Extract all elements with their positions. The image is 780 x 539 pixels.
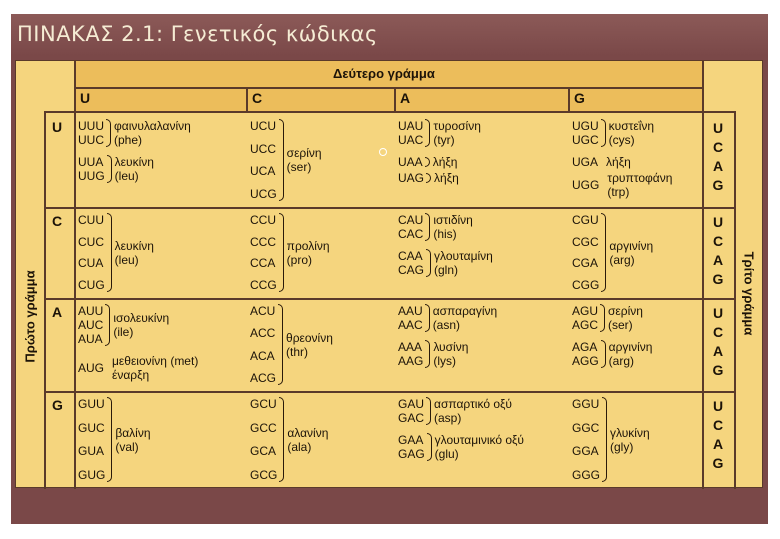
amino-acid — [115, 426, 150, 454]
brace — [107, 213, 112, 292]
codon-group — [78, 155, 154, 183]
codon-group — [572, 213, 653, 292]
amino-acid-name: (thr) — [286, 344, 309, 359]
amino-acid-name: (ser) — [608, 318, 633, 332]
codon-group — [398, 397, 512, 425]
amino-acid-name: (tyr) — [433, 133, 455, 147]
brace — [105, 304, 110, 346]
amino-acid-name: τυροσίνη — [433, 119, 481, 133]
codon-cell — [572, 304, 700, 387]
codon: GAC — [398, 411, 425, 425]
codon-list — [250, 119, 277, 201]
codon: GGC — [572, 420, 600, 435]
codon: CAG — [398, 263, 425, 277]
codon: CGA — [572, 256, 599, 271]
codon: UUG — [78, 169, 105, 183]
amino-acid — [115, 239, 154, 267]
codon-cell — [78, 397, 244, 484]
codon: CGG — [572, 277, 600, 292]
codon: UUA — [78, 155, 104, 169]
amino-acid-name: λευκίνη — [114, 238, 154, 253]
codon: UCU — [250, 119, 276, 133]
codon-cell — [78, 213, 244, 294]
codon: ACC — [250, 326, 276, 341]
amino-acid-name: γλουταμίνη — [434, 249, 493, 263]
codon-group — [78, 304, 169, 346]
codon: AUU — [78, 304, 104, 318]
third-letter-divider-left — [702, 61, 704, 489]
second-letter-label: Δεύτερο γράμμα — [333, 66, 435, 81]
codon-group — [250, 397, 328, 482]
codon: UCA — [250, 164, 276, 179]
codon: CCU — [250, 213, 276, 227]
amino-acid-name: (asn) — [432, 318, 461, 332]
codon-cell — [572, 213, 700, 294]
amino-acid-name: (ala) — [287, 439, 312, 454]
amino-acid-name: αλανίνη — [287, 425, 329, 440]
table-title: ΠΙΝΑΚΑΣ 2.1: Γενετικός κώδικας — [17, 22, 378, 46]
row-divider — [44, 298, 734, 300]
codon-list — [398, 249, 424, 277]
brace — [426, 397, 431, 425]
third-letter-column — [710, 119, 726, 195]
amino-acid — [114, 119, 191, 147]
codon-group — [398, 249, 493, 277]
codon: AGC — [572, 318, 599, 332]
codon: GUC — [78, 420, 105, 435]
row-letter-g: G — [52, 397, 63, 413]
brace — [279, 213, 284, 292]
amino-acid — [607, 171, 672, 199]
amino-acid — [287, 239, 330, 267]
codon: GUA — [78, 444, 105, 459]
codon: GAU — [398, 397, 425, 411]
amino-acid-name: (asp) — [434, 411, 462, 425]
amino-acid-name: γλουταμινικό οξύ — [434, 433, 524, 447]
codon-group — [78, 119, 191, 147]
amino-acid — [606, 155, 631, 169]
codon: AAU — [398, 304, 423, 318]
row-letter-a: A — [52, 304, 63, 320]
amino-acid — [112, 354, 198, 382]
brace — [602, 397, 607, 482]
amino-acid-name: (ser) — [286, 160, 312, 174]
codon-list — [572, 119, 599, 147]
amino-acid — [609, 239, 653, 267]
amino-acid-name: λήξη — [434, 171, 459, 185]
codon: CCG — [250, 277, 277, 292]
codon: GGG — [572, 467, 601, 482]
codon-group — [572, 119, 654, 147]
codon-group — [572, 397, 650, 482]
third-letter-u: U — [712, 214, 724, 230]
codon-cell — [250, 119, 392, 203]
row-divider — [44, 391, 734, 393]
amino-acid-name: μεθειονίνη (met) — [112, 354, 199, 368]
codon: GAA — [398, 433, 424, 447]
amino-acid — [433, 340, 468, 368]
codon-list — [398, 397, 424, 425]
amino-acid-name: κυστεΐνη — [608, 119, 655, 133]
codon: ACA — [250, 348, 275, 363]
codon-list — [398, 213, 423, 241]
row-divider — [44, 207, 734, 209]
brace — [278, 304, 283, 385]
third-letter-a: A — [712, 158, 724, 174]
codon: UAG — [398, 171, 425, 185]
codon: GGA — [572, 444, 599, 459]
first-letter-label: Πρώτο γράμμα — [22, 270, 38, 363]
codon: CAU — [398, 213, 424, 227]
amino-acid-name: αργινίνη — [608, 340, 653, 354]
codon: AGG — [572, 354, 599, 368]
codon-list — [572, 213, 599, 292]
amino-acid-name: ισολευκίνη — [113, 311, 170, 325]
codon-cell — [572, 119, 700, 203]
amino-acid-name: (val) — [115, 439, 139, 454]
codon: GGU — [572, 397, 600, 411]
third-letter-c: C — [712, 324, 724, 340]
amino-acid-name: θρεονίνη — [286, 330, 333, 345]
amino-acid — [287, 426, 328, 454]
codon: GCG — [250, 467, 278, 482]
brace — [425, 119, 430, 147]
row-letter-c: C — [52, 213, 63, 229]
codon-list — [572, 178, 599, 192]
first-letter-divider — [44, 111, 46, 489]
codon: UUC — [78, 133, 104, 147]
codon-list — [398, 171, 424, 185]
codon-group — [398, 304, 497, 332]
amino-acid-name: (his) — [433, 227, 457, 241]
third-letter-column — [710, 213, 726, 289]
third-letter-g: G — [712, 177, 724, 193]
codon-list — [398, 340, 423, 368]
third-letter-g: G — [712, 271, 724, 287]
third-letter-u: U — [712, 398, 724, 414]
amino-acid-name: (glu) — [434, 447, 459, 461]
codon-group — [572, 155, 631, 169]
amino-acid-name: (ile) — [113, 325, 134, 339]
codon: UCG — [250, 186, 277, 201]
third-letter-g: G — [712, 362, 724, 378]
codon-list — [572, 155, 598, 169]
third-letter-g: G — [712, 455, 724, 471]
amino-acid-name: λυσίνη — [433, 340, 469, 354]
codon: UUU — [78, 119, 104, 133]
column-header-a: A — [400, 90, 411, 106]
codon-cell — [398, 397, 566, 484]
brace — [279, 397, 284, 482]
codon-cell — [398, 213, 566, 294]
amino-acid-name: έναρξη — [112, 368, 150, 382]
header-divider — [74, 87, 702, 89]
third-letter-divider-right — [734, 111, 736, 489]
codon: UGA — [572, 155, 599, 169]
codon-list — [250, 397, 277, 482]
amino-acid-name: (pro) — [286, 252, 313, 267]
amino-acid-name: τρυπτοφάνη — [607, 171, 673, 185]
codon-list — [250, 213, 277, 292]
codon-cell — [398, 119, 566, 203]
codon: AAA — [398, 340, 423, 354]
amino-acid — [609, 340, 653, 368]
codon: CAC — [398, 227, 424, 241]
codon: UAU — [398, 119, 424, 133]
row-letter-divider — [74, 61, 76, 489]
codon: UGC — [572, 133, 599, 147]
codon: ACU — [250, 304, 276, 318]
codon: GCC — [250, 420, 277, 435]
codon-list — [398, 304, 423, 332]
brace — [107, 155, 112, 183]
amino-acid-name: αργινίνη — [609, 238, 654, 253]
brace — [426, 173, 431, 183]
codon: UAA — [398, 155, 423, 169]
brace — [425, 157, 430, 167]
amino-acid — [434, 397, 512, 425]
codon-group — [78, 397, 151, 482]
brace — [426, 249, 431, 277]
amino-acid — [113, 311, 169, 339]
codon: GAG — [398, 447, 425, 461]
brace — [425, 213, 430, 241]
brace — [107, 397, 112, 482]
third-letter-c: C — [712, 139, 724, 155]
amino-acid — [286, 331, 333, 359]
codon-group — [398, 340, 468, 368]
codon-list — [78, 155, 105, 183]
header-bottom-rule — [44, 111, 734, 113]
column-header-g: G — [574, 90, 585, 106]
codon-cell — [78, 304, 244, 387]
amino-acid — [609, 119, 654, 147]
column-header-band — [74, 87, 702, 111]
column-divider — [568, 87, 570, 111]
third-letter-label: Τρίτο γράμμα — [741, 251, 757, 336]
codon-list — [250, 304, 276, 385]
codon-group — [78, 354, 198, 382]
third-letter-c: C — [712, 233, 724, 249]
codon: AGU — [572, 304, 599, 318]
amino-acid-name: (leu) — [114, 169, 139, 183]
codon-group — [398, 171, 459, 185]
codon: AUG — [78, 361, 105, 375]
third-letter-a: A — [712, 436, 724, 452]
row-letter-u: U — [52, 119, 63, 135]
third-letter-u: U — [712, 305, 724, 321]
brace — [279, 119, 284, 201]
codon: UAC — [398, 133, 424, 147]
codon-cell — [250, 304, 392, 387]
codon: CUC — [78, 234, 104, 249]
amino-acid-name: σερίνη — [286, 146, 322, 160]
cursor-marker — [379, 148, 387, 156]
third-letter-a: A — [712, 343, 724, 359]
codon: CUA — [78, 256, 104, 271]
amino-acid-name: γλυκίνη — [610, 425, 650, 440]
third-letter-column — [710, 304, 726, 380]
codon-cell — [398, 304, 566, 387]
brace — [425, 340, 430, 368]
codon-list — [398, 155, 423, 169]
amino-acid-name: (arg) — [609, 252, 635, 267]
codon: CGU — [572, 213, 599, 227]
codon: CUG — [78, 277, 105, 292]
codon-group — [398, 119, 481, 147]
codon: AGA — [572, 340, 598, 354]
amino-acid-name: λήξη — [432, 155, 458, 169]
amino-acid-name: ιστιδίνη — [433, 213, 473, 227]
codon-group — [572, 340, 652, 368]
codon-group — [250, 119, 322, 201]
codon: AAC — [398, 318, 423, 332]
codon: AUA — [78, 332, 103, 346]
amino-acid — [434, 171, 459, 185]
codon-group — [398, 213, 473, 241]
codon-list — [572, 340, 599, 368]
codon-list — [78, 213, 105, 292]
amino-acid-name: (cys) — [608, 133, 635, 147]
codon: AAG — [398, 354, 424, 368]
amino-acid — [433, 304, 498, 332]
third-letter-column — [710, 397, 726, 473]
codon-list — [78, 119, 104, 147]
brace — [601, 119, 606, 147]
amino-acid-name: φαινυλαλανίνη — [114, 119, 191, 133]
codon-cell — [250, 213, 392, 294]
codon-list — [572, 397, 600, 482]
amino-acid — [433, 155, 458, 169]
table-frame — [11, 14, 768, 524]
codon: CUU — [78, 213, 104, 227]
codon: UGU — [572, 119, 599, 133]
amino-acid-name: λευκίνη — [114, 155, 154, 169]
codon: GCA — [250, 444, 277, 459]
brace — [425, 304, 430, 332]
amino-acid-name: ασπαραγίνη — [432, 304, 498, 318]
column-header-c: C — [252, 90, 263, 106]
amino-acid-name: (leu) — [114, 252, 139, 267]
amino-acid-name: (lys) — [433, 354, 457, 368]
codon-group — [78, 213, 154, 292]
column-header-u: U — [80, 90, 91, 106]
brace — [600, 304, 605, 332]
genetic-code-table — [15, 60, 763, 488]
codon-list — [78, 304, 103, 346]
codon-list — [78, 361, 104, 375]
amino-acid — [433, 213, 473, 241]
amino-acid-name: (arg) — [608, 354, 635, 368]
codon-group — [398, 155, 457, 169]
codon-group — [572, 171, 672, 199]
amino-acid — [115, 155, 154, 183]
amino-acid-name: ασπαρτικό οξύ — [434, 397, 512, 411]
codon-group — [572, 304, 643, 332]
codon: GCU — [250, 397, 277, 411]
brace — [106, 119, 111, 147]
codon: GUU — [78, 397, 105, 411]
amino-acid — [610, 426, 650, 454]
third-letter-a: A — [712, 252, 724, 268]
codon: UCC — [250, 141, 276, 156]
codon-group — [398, 433, 524, 461]
codon-cell — [78, 119, 244, 203]
codon: ACG — [250, 370, 277, 385]
codon: CCC — [250, 234, 276, 249]
codon-list — [398, 433, 425, 461]
brace — [601, 213, 606, 292]
amino-acid — [433, 119, 481, 147]
codon-cell — [572, 397, 700, 484]
amino-acid-name: σερίνη — [608, 304, 643, 318]
amino-acid-name: προλίνη — [286, 238, 330, 253]
amino-acid-name: (trp) — [607, 185, 630, 199]
codon: UGG — [572, 178, 600, 192]
amino-acid-name: λήξη — [606, 155, 631, 169]
codon: CCA — [250, 256, 276, 271]
brace — [601, 340, 606, 368]
column-divider — [246, 87, 248, 111]
codon-group — [250, 304, 333, 385]
third-letter-u: U — [712, 120, 724, 136]
amino-acid — [434, 249, 493, 277]
codon: AUC — [78, 318, 104, 332]
codon-list — [398, 119, 423, 147]
amino-acid — [287, 146, 322, 174]
column-divider — [394, 87, 396, 111]
amino-acid-name: (gln) — [434, 263, 459, 277]
brace — [427, 433, 432, 461]
title-bar — [11, 14, 768, 56]
third-letter-c: C — [712, 417, 724, 433]
amino-acid-name: (gly) — [610, 439, 634, 454]
codon: CAA — [398, 249, 423, 263]
codon-group — [250, 213, 330, 292]
amino-acid — [608, 304, 643, 332]
codon: CGC — [572, 234, 599, 249]
codon: GUG — [78, 467, 106, 482]
amino-acid-name: βαλίνη — [115, 425, 151, 440]
codon-cell — [250, 397, 392, 484]
codon-list — [572, 304, 598, 332]
amino-acid-name: (phe) — [114, 133, 143, 147]
codon-list — [78, 397, 105, 482]
amino-acid — [435, 433, 524, 461]
